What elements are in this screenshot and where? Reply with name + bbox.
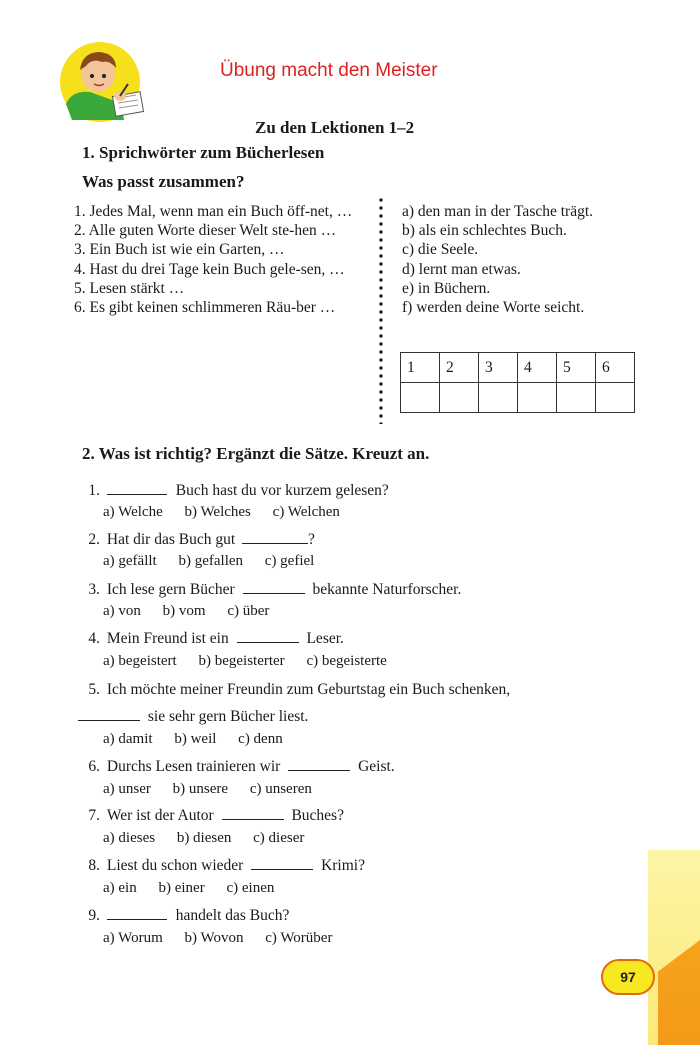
question-1: 1. Buch hast du vor kurzem gelesen? [88, 482, 389, 499]
option[interactable]: c) denn [238, 731, 283, 747]
answer-blank[interactable] [78, 707, 140, 721]
answer-grid [400, 352, 635, 413]
question-4: 4. Mein Freund ist ein Leser. [88, 630, 344, 647]
options-4 [103, 653, 405, 670]
exercise2-heading: 2. Was ist richtig? Ergänzt die Sätze. Kreuzt an. [82, 444, 430, 463]
grid-header: 6 [596, 353, 635, 383]
option[interactable]: c) unseren [249, 781, 312, 797]
option[interactable]: a) Welche [103, 504, 163, 520]
option[interactable]: b) weil [174, 731, 217, 747]
grid-answer-cell[interactable] [518, 383, 557, 413]
options-6 [103, 781, 330, 798]
option[interactable]: a) gefällt [103, 553, 157, 569]
options-9 [103, 930, 350, 947]
grid-answer-cell[interactable] [401, 383, 440, 413]
option[interactable]: c) über [227, 603, 270, 619]
option[interactable]: a) Worum [103, 930, 163, 946]
option[interactable]: c) einen [226, 880, 275, 896]
list-item: 5. Lesen stärkt … [74, 279, 185, 297]
lesson-subtitle: Zu den Lektionen 1–2 [255, 118, 415, 137]
option[interactable]: c) gefiel [264, 553, 315, 569]
proverb-starts-list [74, 202, 364, 317]
answer-blank[interactable] [288, 757, 350, 771]
option[interactable]: b) einer [158, 880, 205, 896]
answer-blank[interactable] [107, 481, 167, 495]
option[interactable]: c) Welchen [272, 504, 340, 520]
question-9: 9. handelt das Buch? [88, 907, 290, 924]
option[interactable]: a) ein [103, 880, 137, 896]
option[interactable]: b) unsere [172, 781, 229, 797]
grid-header: 5 [557, 353, 596, 383]
list-item: 3. Ein Buch ist wie ein Garten, … [74, 241, 285, 259]
option[interactable]: c) begeisterte [306, 653, 387, 669]
list-item: 1. Jedes Mal, wenn man ein Buch öff-net, … [74, 203, 353, 220]
option[interactable]: a) begeistert [103, 653, 177, 669]
question-7: 7. Wer ist der Autor Buches? [88, 807, 344, 824]
answer-blank[interactable] [242, 530, 308, 544]
options-5 [103, 731, 301, 748]
option[interactable]: c) dieser [253, 830, 305, 846]
question-2: 2. Hat dir das Buch gut ? [88, 531, 315, 548]
option[interactable]: b) diesen [176, 830, 232, 846]
grid-answer-cell[interactable] [596, 383, 635, 413]
option[interactable]: a) unser [103, 781, 151, 797]
grid-answer-cell[interactable] [557, 383, 596, 413]
option[interactable]: b) begeisterter [198, 653, 285, 669]
options-3 [103, 603, 287, 620]
option[interactable]: c) Worüber [265, 930, 333, 946]
question-3: 3. Ich lese gern Bücher bekannte Naturforscher. [88, 581, 462, 598]
answer-blank[interactable] [243, 580, 305, 594]
list-item: 2. Alle guten Worte dieser Welt ste-hen … [74, 222, 337, 240]
dotted-divider [378, 196, 384, 424]
option[interactable]: a) dieses [103, 830, 156, 846]
option[interactable]: b) Welches [184, 504, 251, 520]
grid-answer-cell[interactable] [479, 383, 518, 413]
answer-blank[interactable] [222, 806, 284, 820]
list-item: d) lernt man etwas. [402, 260, 521, 278]
list-item: 6. Es gibt keinen schlimmeren Räu-ber … [74, 299, 336, 317]
grid-header: 1 [401, 353, 440, 383]
list-item: b) als ein schlechtes Buch. [402, 222, 567, 240]
proverb-endings-list [402, 202, 634, 317]
page-number: 97 [601, 959, 655, 995]
list-item: f) werden deine Worte seicht. [402, 299, 585, 317]
answer-blank[interactable] [237, 629, 299, 643]
option[interactable]: b) gefallen [178, 553, 244, 569]
grid-answer-cell[interactable] [440, 383, 479, 413]
question-5: 5. Ich möchte meiner Freundin zum Geburtstag ein Buch schenken, [88, 681, 511, 698]
exercise1-question: Was passt zusammen? [82, 172, 245, 191]
grid-header: 2 [440, 353, 479, 383]
options-7 [103, 830, 322, 847]
option[interactable]: b) vom [162, 603, 206, 619]
question-6: 6. Durchs Lesen trainieren wir Geist. [88, 758, 395, 775]
options-1 [103, 504, 358, 521]
exercise1-heading: 1. Sprichwörter zum Bücherlesen [82, 143, 325, 162]
question-5-continued: sie sehr gern Bücher liest. [76, 707, 308, 726]
list-item: e) in Büchern. [402, 279, 491, 297]
option[interactable]: b) Wovon [184, 930, 244, 946]
options-8 [103, 880, 292, 897]
option[interactable]: a) von [103, 603, 141, 619]
answer-blank[interactable] [251, 856, 313, 870]
grid-header: 4 [518, 353, 557, 383]
answer-blank[interactable] [107, 906, 167, 920]
boy-writing-illustration [52, 40, 152, 122]
grid-header: 3 [479, 353, 518, 383]
page-title: Übung macht den Meister [220, 60, 438, 81]
list-item: c) die Seele. [402, 241, 479, 259]
options-2 [103, 553, 332, 570]
option[interactable]: a) damit [103, 731, 153, 747]
list-item: a) den man in der Tasche trägt. [402, 203, 594, 220]
list-item: 4. Hast du drei Tage kein Buch gele-sen, … [74, 260, 345, 278]
question-8: 8. Liest du schon wieder Krimi? [88, 857, 365, 874]
